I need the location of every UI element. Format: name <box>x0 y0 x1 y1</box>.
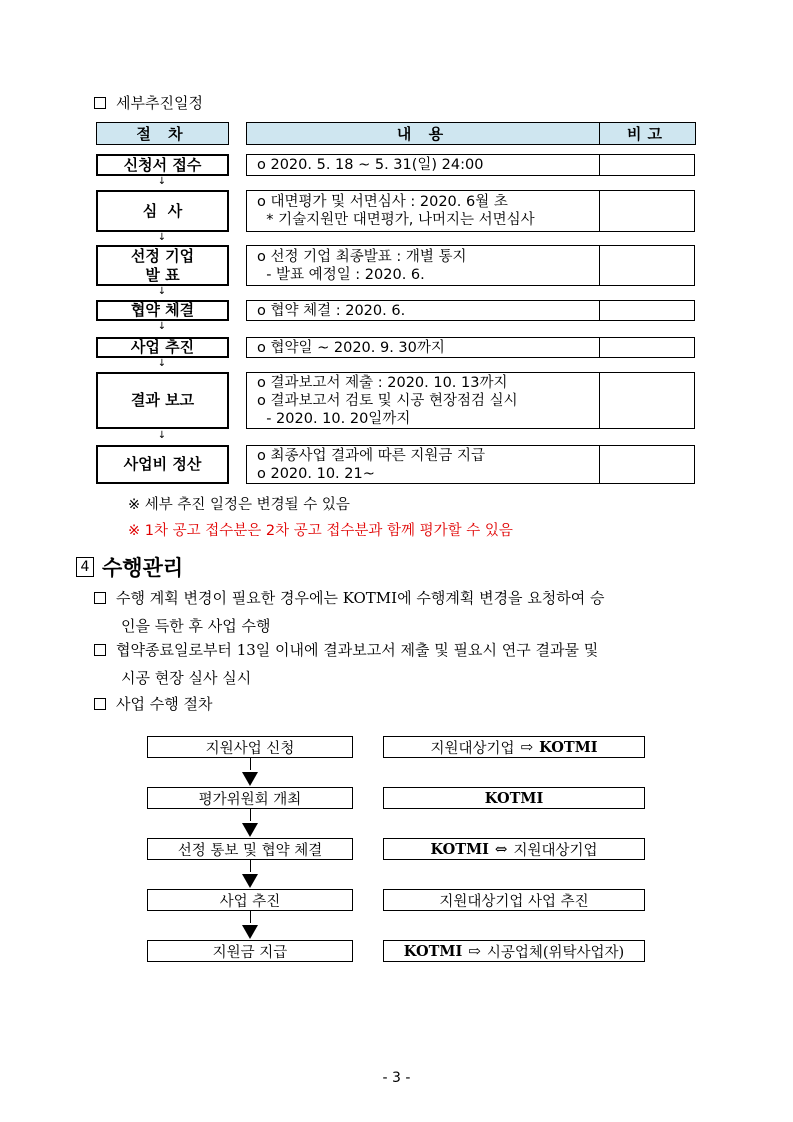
content-execution <box>246 337 600 358</box>
checkbox-square-icon <box>94 97 106 109</box>
flow-actor-agreement <box>383 838 645 860</box>
down-triangle-icon <box>242 823 258 837</box>
down-arrow-icon: ↓ <box>157 358 167 369</box>
flow-actor-text: KOTMI <box>403 942 463 960</box>
flow-connector <box>250 860 251 872</box>
right-arrow-icon: ⇨ <box>520 738 534 756</box>
section-heading <box>76 552 183 582</box>
right-arrow-icon: ⇨ <box>468 942 481 960</box>
flow-actor-payment <box>383 940 645 962</box>
content-selection-announce <box>246 245 600 286</box>
content-line: o 협약일 ~ 2020. 9. 30까지 <box>257 339 445 356</box>
down-triangle-icon <box>242 772 258 786</box>
bullet-continuation: 시공 현장 실사 실시 <box>121 669 252 687</box>
down-triangle-icon <box>242 925 258 939</box>
note-schedule-change: ※ 세부 추진 일정은 변경될 수 있음 <box>128 497 350 513</box>
flow-actor-evaluation <box>383 787 645 809</box>
content-line: o 결과보고서 검토 및 시공 현장점검 실시 <box>257 392 518 409</box>
down-arrow-icon: ↓ <box>157 430 167 441</box>
flow-connector <box>250 809 251 821</box>
flow-step-execution: 사업 추진 <box>147 889 353 911</box>
flow-actor-text: 지원대상기업 <box>430 740 515 757</box>
schedule-heading: 세부추진일정 <box>94 92 203 113</box>
flow-actor-execution <box>383 889 645 911</box>
remark-cell <box>599 154 695 176</box>
note-joint-evaluation: ※ 1차 공고 접수분은 2차 공고 접수분과 함께 평가할 수 있음 <box>128 523 513 539</box>
remark-cell <box>599 445 695 484</box>
bullet-continuation: 인을 득한 후 사업 수행 <box>121 617 271 635</box>
section-number: 4 <box>76 557 94 577</box>
step-result-report: 결과 보고 <box>96 372 229 429</box>
step-agreement: 협약 체결 <box>96 300 229 321</box>
page-number: - 3 - <box>382 1070 411 1086</box>
content-application <box>246 154 600 176</box>
down-arrow-icon: ↓ <box>157 176 167 187</box>
flow-step-apply: 지원사업 신청 <box>147 736 353 758</box>
content-line: o 선정 기업 최종발표 : 개별 통지 <box>257 248 467 265</box>
flow-actor-text: KOTMI <box>484 789 544 807</box>
header-remark: 비고 <box>599 122 696 145</box>
content-line: o 협약 체결 : 2020. 6. <box>257 302 406 319</box>
content-review <box>246 190 600 232</box>
step-line: 선정 기업 <box>130 246 195 265</box>
flow-step-payment: 지원금 지급 <box>147 940 353 962</box>
remark-cell <box>599 300 695 321</box>
content-line: * 기술지원만 대면평가, 나머지는 서면심사 <box>257 212 535 228</box>
remark-cell <box>599 337 695 358</box>
flow-actor-text: 지원대상기업 <box>513 842 598 859</box>
content-result-report <box>246 372 600 429</box>
content-line: o 대면평가 및 서면심사 : 2020. 6월 초 <box>257 194 508 210</box>
step-execution: 사업 추진 <box>96 337 229 358</box>
step-settlement: 사업비 정산 <box>96 445 229 484</box>
flow-connector <box>250 758 251 770</box>
down-arrow-icon: ↓ <box>157 321 167 332</box>
content-line: - 발표 예정일 : 2020. 6. <box>257 266 425 283</box>
flow-actor-apply <box>383 736 645 758</box>
remark-cell <box>599 372 695 429</box>
remark-cell <box>599 190 695 232</box>
flow-actor-text: 시공업체(위탁사업자) <box>486 944 625 961</box>
content-line: o 2020. 5. 18 ~ 5. 31(일) 24:00 <box>257 157 484 173</box>
bullet-plan-change: 수행 계획 변경이 필요한 경우에는 KOTMI에 수행계획 변경을 요청하여 승 인을 득한 후 사업 수행 <box>94 584 724 640</box>
content-line: o 결과보고서 제출 : 2020. 10. 13까지 <box>257 374 508 391</box>
content-line: - 2020. 10. 20일까지 <box>257 410 411 427</box>
content-agreement <box>246 300 600 321</box>
checkbox-square-icon <box>94 698 106 710</box>
bullet-result-report: 협약종료일로부터 13일 이내에 결과보고서 제출 및 필요시 연구 결과물 및 시공 현장 실사 실시 <box>94 636 724 692</box>
step-selection-announce <box>96 245 229 286</box>
down-arrow-icon: ↓ <box>157 286 167 297</box>
bullet-procedure: 사업 수행 절차 <box>94 692 212 716</box>
header-step: 절 차 <box>96 122 229 145</box>
step-line: 발 표 <box>145 265 180 284</box>
down-triangle-icon <box>242 874 258 888</box>
flow-actor-text: KOTMI <box>539 738 598 756</box>
flow-actor-text: KOTMI <box>430 840 489 858</box>
content-line: o 최종사업 결과에 따른 지원금 지급 <box>257 447 486 464</box>
content-settlement <box>246 445 600 484</box>
down-arrow-icon: ↓ <box>157 232 167 243</box>
checkbox-square-icon <box>94 644 106 656</box>
checkbox-square-icon <box>94 592 106 604</box>
header-content: 내 용 <box>246 122 600 145</box>
flow-connector <box>250 911 251 923</box>
flow-step-evaluation: 평가위원회 개최 <box>147 787 353 809</box>
flow-actor-text: 지원대상기업 사업 추진 <box>439 893 589 910</box>
step-review: 심 사 <box>96 190 229 232</box>
remark-cell <box>599 245 695 286</box>
flow-step-notify-agreement: 선정 통보 및 협약 체결 <box>147 838 353 860</box>
section-title: 수행관리 <box>102 556 184 580</box>
content-line: o 2020. 10. 21~ <box>257 465 375 482</box>
bidirectional-arrow-icon: ⇔ <box>494 840 508 858</box>
step-application: 신청서 접수 <box>96 154 229 176</box>
